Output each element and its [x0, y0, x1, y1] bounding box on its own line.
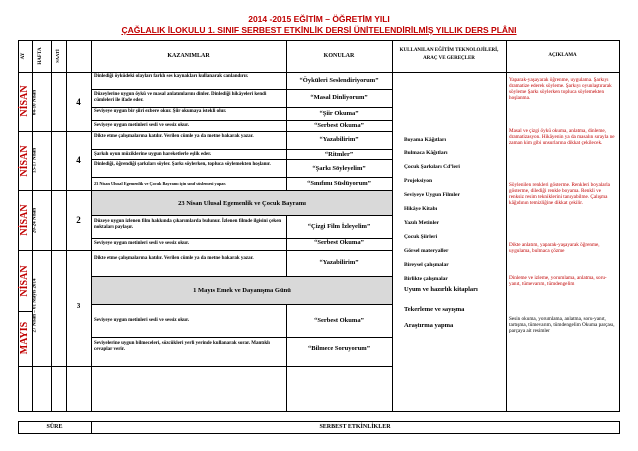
arac-item: Çocuk Şiirleri — [404, 234, 438, 240]
konu-text: “Masal Dinliyorum” — [310, 94, 368, 101]
kazanim-text: Dikte etme çalışmalarına katılır. Verilen cümle ya da metne bakarak yazar. — [94, 134, 254, 139]
row-line — [91, 107, 392, 108]
arac-item: Görsel materyaller — [404, 248, 449, 254]
month-label: NİSAN — [19, 204, 30, 236]
header-hafta: HAFTA — [38, 47, 43, 65]
arac-item: Boyama Kâğıtları — [404, 137, 447, 143]
month-label: MAYIS — [19, 321, 30, 355]
row-line — [91, 337, 392, 338]
konu-text: “Yazabilirim” — [319, 136, 359, 143]
aciklama-paragraph: Dinleme ve izleme, yorumlama, anlatma, soru-yanıt, tümevarım, tümdengelim — [509, 275, 607, 288]
month-label: NİSAN — [19, 85, 30, 117]
kazanim-text: Seviyeye uygun metinleri sesli ve sessiz okur. — [94, 318, 189, 323]
konu-text: “Ritmler” — [324, 151, 354, 158]
konu-text: “Şiir Okuma” — [319, 110, 359, 117]
hours-value: 2 — [76, 215, 81, 225]
konu-text: “Çizgi Film İzleyelim” — [307, 223, 371, 230]
plan-title: ÇAĞLALIK İLOKULU 1. SINIF SERBEST ETKİNLİK DERSİ ÜNİTELENDİRİLMİŞ YILLIK DERS PLÂNI — [121, 25, 517, 35]
footer-sure: SÜRE — [46, 424, 63, 430]
arac-item: Hikâye Kitabı — [404, 206, 438, 212]
header-bottom-line — [18, 72, 620, 73]
konu-text: “Serbest Okuma” — [314, 317, 364, 324]
aciklama-paragraph: Yaparak-yaşayarak öğrenme, uygulama. Şarkıyı dramatize ederek söyleme. Şarkıyı oyunlaştırarak söyleme Şarkı söylerken topluca söylemekten hoşlanma. — [509, 77, 612, 102]
kazanim-text: Düzeye uygun izlenen film hakkında çıkarımlarda bulunur. İzlenen filmde ilgisini çeken noktaları paylaşır. — [94, 219, 282, 230]
kazanim-text: 23 Nisan Ulusal Egemenlik ve Çocuk Bayramı için sınıf süslemesi yapar. — [94, 181, 226, 186]
row-line — [91, 120, 392, 121]
arac-item: Projeksiyon — [404, 178, 433, 184]
konu-text: “Bilmece Soruyorum” — [308, 345, 370, 352]
footer-right-border — [619, 421, 620, 433]
holiday-label: 23 Nisan Ulusal Egemenlik ve Çocuk Bayramı — [178, 200, 306, 207]
header-ay: AY — [21, 52, 26, 60]
row-line — [91, 215, 392, 216]
row-line — [91, 304, 392, 305]
kazanim-text: Dikte etme çalışmalarına katılır. Verilen cümle ya da metne bakarak yazar. — [94, 256, 254, 261]
row-line — [91, 159, 392, 160]
week-label: 13-17 Nisan — [32, 147, 38, 174]
konu-text: “Serbest Okuma” — [314, 122, 364, 129]
arac-item: Tekerleme ve sayışma — [404, 306, 465, 313]
row-line — [91, 250, 392, 251]
footer-top-line — [18, 421, 620, 422]
konu-text: “Öyküleri Seslendiriyorum” — [299, 77, 379, 84]
aciklama-paragraph: Söylenilen renkleri gösterme. Renkleri boyalarla gösterme, dilediği renkle boyama. Renkli ve renksiz resim tekniklerini tanıyabilme. Çalışma kâğıdının temizliğine dikkat çekilir. — [509, 182, 610, 207]
kazanim-text: Dinlediği, öğrendiği şarkıları söyler. Şarkı söylerken, topluca söylemekten hoşlanır. — [94, 162, 271, 167]
konu-text: “Yazabilirim” — [319, 259, 359, 266]
arac-item: Yazılı Metinler — [404, 220, 439, 226]
month-separator — [18, 311, 33, 312]
week-label: 27 Nisan – 01 Mayıs 2014 — [32, 278, 38, 333]
col-line — [506, 41, 507, 411]
col-line — [91, 41, 92, 411]
col-line — [392, 41, 393, 411]
arac-item: Çocuk Şarkıları Cd’leri — [404, 164, 460, 170]
konu-text: “Serbest Okuma” — [314, 239, 364, 246]
arac-item: Bulmaca Kâğıtları — [404, 150, 448, 156]
kazanim-text: Seviyelerine uygun bilmeceleri, sözcükleri yerli yerinde kullanarak sorar. Mantıklı cevaplar verir. — [94, 341, 270, 352]
hours-value: 4 — [76, 97, 81, 107]
table-content-bottom — [18, 366, 392, 367]
header-saat: SAATİ — [55, 49, 60, 63]
header-konular: KONULAR — [323, 53, 355, 59]
konu-text: “Sınıfımı Süslüyorum” — [307, 180, 371, 187]
col-line — [51, 41, 52, 411]
week-label: 04-10 Nisan — [32, 89, 38, 116]
footer-etkinlik: SERBEST ETKİNLİKLER — [319, 424, 391, 430]
holiday-label: 1 Mayıs Emek ve Dayanışma Günü — [193, 287, 291, 294]
row-line — [91, 89, 392, 90]
hours-value: 4 — [76, 155, 81, 165]
arac-item: Bireysel çalışmalar — [404, 262, 449, 268]
row-line — [91, 131, 392, 132]
table-right-border — [619, 41, 620, 411]
plan-year-title: 2014 -2015 EĞİTİM – ÖĞRETİM YILI — [248, 14, 390, 24]
month-label: NİSAN — [19, 145, 30, 177]
header-arac: KULLANILAN EĞİTİM TEKNOLOJİLERİ, ARAÇ VE GEREÇLER — [399, 48, 499, 61]
header-aciklama: AÇIKLAMA — [548, 53, 577, 58]
konu-text: “Şarkı Söyleyelim” — [312, 165, 366, 172]
kazanim-text: Düzeylerine uygun öykü ve masal anlatımlarını dinler. Dinlediği hikâyeleri kendi cümleleri ile ifade eder. — [94, 92, 267, 103]
arac-item: Birlikte çalışmalar — [404, 276, 448, 282]
month-label: NİSAN — [19, 265, 30, 297]
kazanim-text: Seviyeye uygun metinleri sesli ve sessiz okur. — [94, 241, 189, 246]
kazanim-text: Seviyeye uygun bir şiiri ezbere okur. Şiir okumaya istekli olur. — [94, 109, 227, 114]
kazanim-text: Seviyeye uygun metinleri sesli ve sessiz okur. — [94, 123, 189, 128]
aciklama-paragraph: Masal ve çizgi öykü okuma, anlatma, dinleme, dramatizasyon. Hikâyenin ya da masalın sırayla ne zaman kim gibi unsurlarına dikkat çekilecek. — [509, 128, 615, 147]
arac-item: Araştırma yapma — [404, 322, 454, 329]
kazanim-text: Şarkılı oyun müziklerine uygun hareketlerle eşlik eder. — [94, 152, 212, 157]
hours-value: 3 — [76, 302, 81, 310]
kazanim-text: Dinlediği öyküdeki olayları farklı ses kaynakları kullanarak canlandırır. — [94, 74, 249, 79]
week-label: 20-24 Nisan — [32, 207, 38, 234]
row-line — [91, 149, 392, 150]
aciklama-paragraph: Sesin okuma, yorumlama, anlatma, soru-yanıt, tartışma, tümevarım, tümdengelim Okuma parçası, parçaya ait resimler — [509, 316, 615, 335]
arac-item: Uyum ve hazırlık kitapları — [404, 286, 478, 293]
header-kazanim: KAZANIMLAR — [167, 53, 210, 59]
table-bottom-border — [18, 411, 620, 412]
row-line — [91, 177, 392, 178]
table-top-border — [18, 40, 620, 41]
footer-bottom-line — [18, 433, 620, 434]
arac-item: Seviyeye Uygun Filmler — [404, 192, 460, 198]
aciklama-paragraph: Dikte anlatım, yaparak-yaşayarak öğrenme, uygulama, bulmaca çözme — [509, 242, 600, 255]
